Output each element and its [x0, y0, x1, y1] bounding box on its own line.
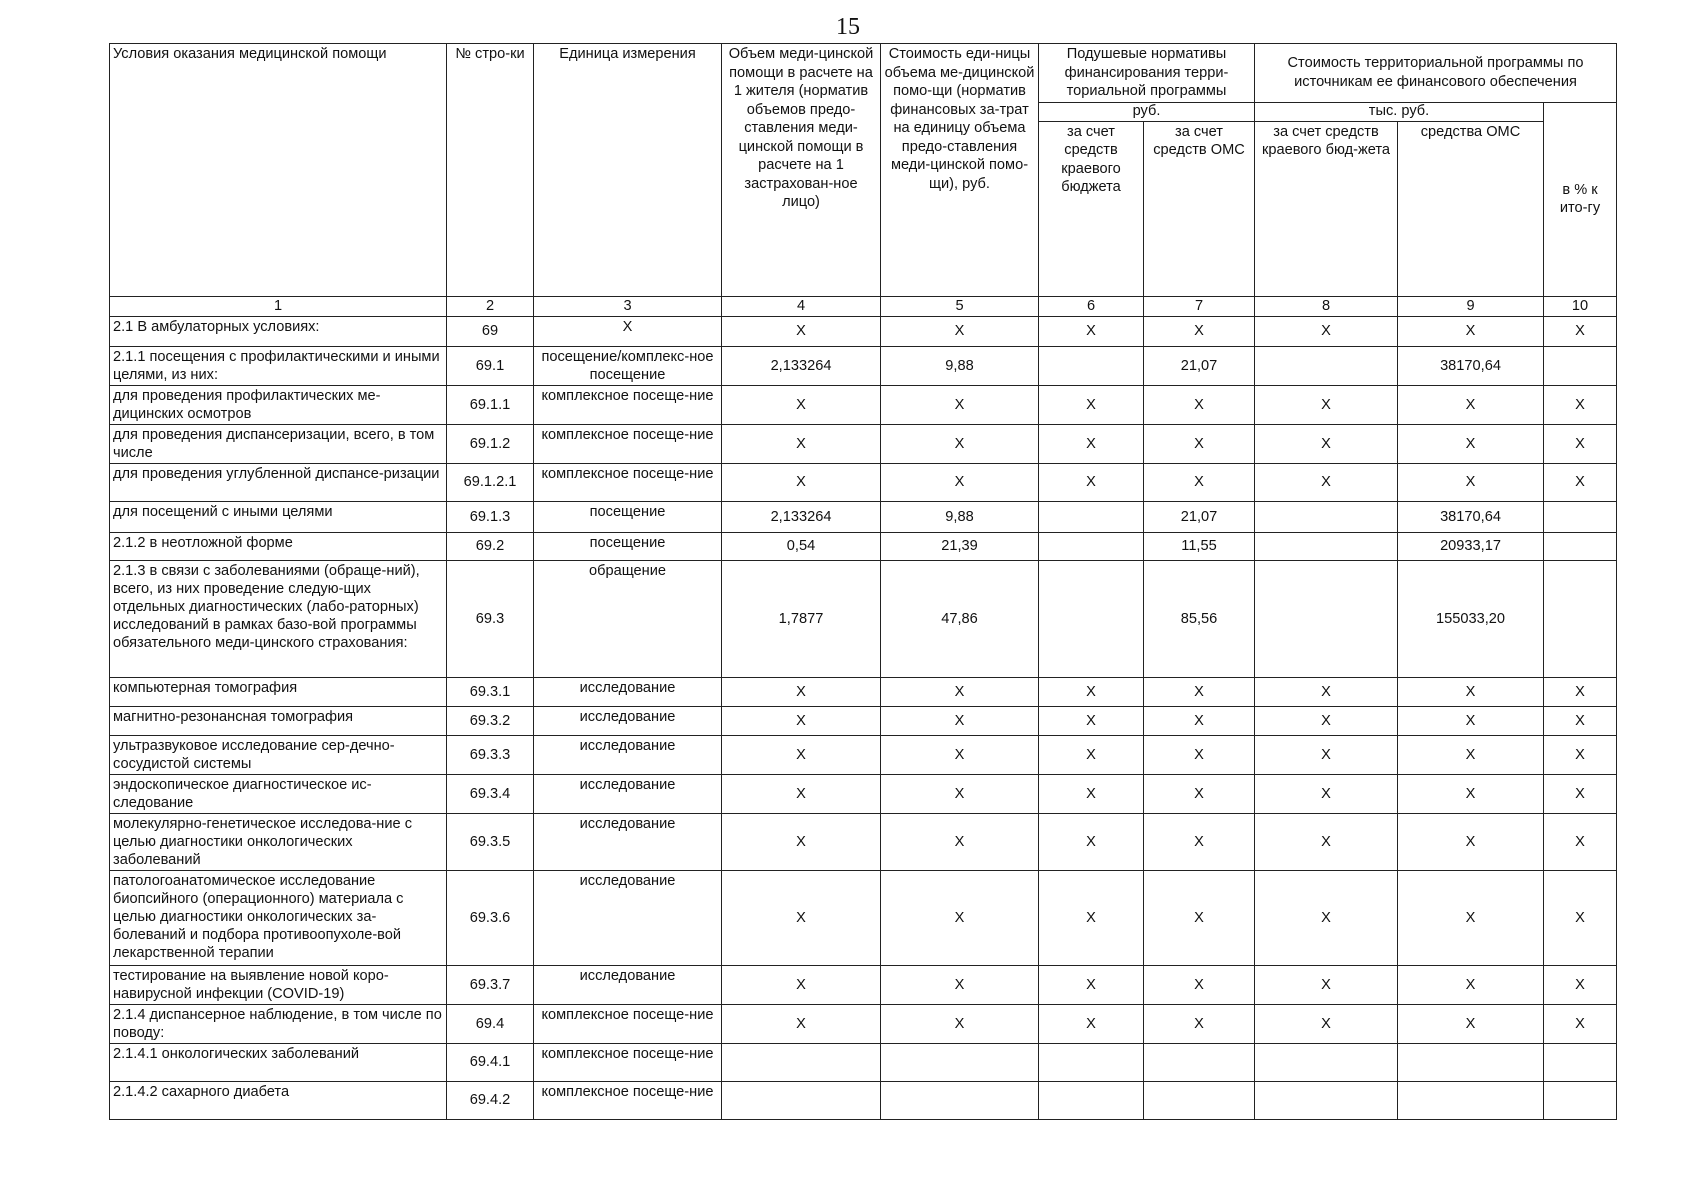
row-unit-cost: X	[881, 385, 1039, 424]
row-unit: комплексное посеще-ние	[534, 463, 722, 501]
row-oms-thousand: X	[1398, 965, 1544, 1004]
page-number: 15	[836, 14, 860, 40]
row-unit-cost: X	[881, 706, 1039, 735]
row-volume: X	[722, 1004, 881, 1043]
row-volume: X	[722, 677, 881, 706]
column-number: 7	[1144, 296, 1255, 316]
table-row	[110, 1043, 1617, 1081]
row-regional-budget-rub: X	[1039, 385, 1144, 424]
row-oms-rub: 11,55	[1144, 532, 1255, 560]
row-percent-of-total: X	[1544, 870, 1617, 965]
header-regional-budget-thousand: за счет средств краевого бюд-жета	[1255, 121, 1398, 296]
row-regional-budget-thousand: X	[1255, 774, 1398, 813]
row-unit-cost: 47,86	[881, 560, 1039, 677]
row-regional-budget-rub: X	[1039, 965, 1144, 1004]
row-unit: посещение/комплекс-ное посещение	[534, 346, 722, 385]
row-oms-rub	[1144, 1043, 1255, 1081]
row-oms-rub: X	[1144, 463, 1255, 501]
column-number: 5	[881, 296, 1039, 316]
row-regional-budget-thousand: X	[1255, 316, 1398, 346]
header-program-cost-group: Стоимость территориальной программы по источникам ее финансового обеспечения	[1255, 44, 1617, 103]
row-regional-budget-thousand: X	[1255, 813, 1398, 870]
row-unit: комплексное посеще-ние	[534, 1004, 722, 1043]
row-condition: для посещений с иными целями	[110, 501, 447, 532]
row-volume	[722, 1043, 881, 1081]
row-volume: X	[722, 706, 881, 735]
row-volume: X	[722, 965, 881, 1004]
row-oms-thousand: X	[1398, 1004, 1544, 1043]
row-line-number: 69.1.3	[447, 501, 534, 532]
row-volume: X	[722, 735, 881, 774]
row-condition: ультразвуковое исследование сер-дечно-сосудистой системы	[110, 735, 447, 774]
row-line-number: 69.1.1	[447, 385, 534, 424]
row-oms-thousand: X	[1398, 706, 1544, 735]
row-percent-of-total: X	[1544, 774, 1617, 813]
row-oms-thousand: X	[1398, 813, 1544, 870]
row-regional-budget-rub: X	[1039, 463, 1144, 501]
row-oms-thousand: X	[1398, 677, 1544, 706]
row-oms-thousand: X	[1398, 463, 1544, 501]
header-volume: Объем меди-цинской помощи в расчете на 1 жителя (норматив объемов предо-ставления меди-цинской помощи в расчете на 1 застрахован-ное лицо)	[722, 44, 881, 297]
row-condition: 2.1.1 посещения с профилактическими и иными целями, из них:	[110, 346, 447, 385]
row-regional-budget-rub: X	[1039, 813, 1144, 870]
row-unit: исследование	[534, 870, 722, 965]
row-unit: посещение	[534, 501, 722, 532]
row-condition: тестирование на выявление новой коро-навирусной инфекции (COVID-19)	[110, 965, 447, 1004]
row-oms-thousand: 155033,20	[1398, 560, 1544, 677]
row-condition: патологоанатомическое исследование биопсийного (операционного) материала с целью диагностики онкологических за-болеваний и подбора противоопухоле-вой лекарственной терапии	[110, 870, 447, 965]
row-volume: X	[722, 774, 881, 813]
row-regional-budget-thousand: X	[1255, 870, 1398, 965]
row-volume: 2,133264	[722, 501, 881, 532]
row-oms-thousand	[1398, 1043, 1544, 1081]
row-line-number: 69.1.2.1	[447, 463, 534, 501]
row-unit: комплексное посеще-ние	[534, 1043, 722, 1081]
row-percent-of-total: X	[1544, 677, 1617, 706]
row-unit: комплексное посеще-ние	[534, 1081, 722, 1119]
table-row	[110, 316, 1617, 346]
row-unit-cost: X	[881, 677, 1039, 706]
row-oms-rub: X	[1144, 316, 1255, 346]
row-regional-budget-thousand: X	[1255, 706, 1398, 735]
row-oms-rub: X	[1144, 706, 1255, 735]
column-number: 2	[447, 296, 534, 316]
row-volume: X	[722, 385, 881, 424]
row-percent-of-total: X	[1544, 385, 1617, 424]
row-volume: X	[722, 316, 881, 346]
row-percent-of-total: X	[1544, 813, 1617, 870]
row-regional-budget-rub: X	[1039, 870, 1144, 965]
table-row	[110, 385, 1617, 424]
row-regional-budget-thousand	[1255, 532, 1398, 560]
row-oms-rub: X	[1144, 870, 1255, 965]
row-regional-budget-thousand	[1255, 560, 1398, 677]
row-unit: обращение	[534, 560, 722, 677]
row-line-number: 69.3	[447, 560, 534, 677]
row-regional-budget-thousand: X	[1255, 463, 1398, 501]
row-regional-budget-rub: X	[1039, 735, 1144, 774]
header-line-number: № стро-ки	[447, 44, 534, 297]
row-unit: исследование	[534, 735, 722, 774]
table-row	[110, 870, 1617, 965]
row-condition: компьютерная томография	[110, 677, 447, 706]
table-body	[110, 316, 1617, 1119]
row-regional-budget-rub	[1039, 560, 1144, 677]
row-oms-rub: X	[1144, 677, 1255, 706]
row-regional-budget-rub	[1039, 532, 1144, 560]
table-row	[110, 774, 1617, 813]
row-oms-rub: X	[1144, 1004, 1255, 1043]
row-unit-cost: X	[881, 316, 1039, 346]
row-regional-budget-thousand: X	[1255, 735, 1398, 774]
row-percent-of-total	[1544, 560, 1617, 677]
table-row	[110, 965, 1617, 1004]
row-unit-cost: X	[881, 870, 1039, 965]
row-oms-rub: X	[1144, 774, 1255, 813]
row-percent-of-total	[1544, 532, 1617, 560]
row-unit: комплексное посеще-ние	[534, 385, 722, 424]
row-line-number: 69	[447, 316, 534, 346]
row-unit: исследование	[534, 965, 722, 1004]
row-condition: 2.1 В амбулаторных условиях:	[110, 316, 447, 346]
row-unit: X	[534, 316, 722, 346]
table-row	[110, 346, 1617, 385]
header-per-capita-group: Подушевые нормативы финансирования терри-ториальной программы	[1039, 44, 1255, 103]
row-line-number: 69.3.5	[447, 813, 534, 870]
table-row	[110, 424, 1617, 463]
row-volume: 1,7877	[722, 560, 881, 677]
table-row	[110, 532, 1617, 560]
row-unit-cost	[881, 1043, 1039, 1081]
row-oms-thousand: X	[1398, 316, 1544, 346]
row-volume: X	[722, 813, 881, 870]
header-unit-rub: руб.	[1039, 102, 1255, 121]
row-percent-of-total: X	[1544, 735, 1617, 774]
row-oms-thousand: X	[1398, 870, 1544, 965]
row-percent-of-total	[1544, 501, 1617, 532]
row-oms-thousand: X	[1398, 735, 1544, 774]
row-line-number: 69.3.7	[447, 965, 534, 1004]
header-unit-cost: Стоимость еди-ницы объема ме-дицинской помо-щи (норматив финансовых за-трат на единицу объема предо-ставления меди-цинской помо-щи), руб.	[881, 44, 1039, 297]
row-regional-budget-thousand: X	[1255, 677, 1398, 706]
row-oms-rub: 21,07	[1144, 501, 1255, 532]
row-regional-budget-thousand	[1255, 1043, 1398, 1081]
header-conditions: Условия оказания медицинской помощи	[110, 44, 447, 297]
row-oms-rub: 85,56	[1144, 560, 1255, 677]
table-row	[110, 501, 1617, 532]
row-unit: исследование	[534, 677, 722, 706]
table-row	[110, 677, 1617, 706]
row-volume: X	[722, 463, 881, 501]
funding-table	[109, 43, 1617, 1120]
row-unit-cost: X	[881, 463, 1039, 501]
row-line-number: 69.3.4	[447, 774, 534, 813]
row-oms-rub	[1144, 1081, 1255, 1119]
row-percent-of-total	[1544, 1043, 1617, 1081]
row-condition: 2.1.4 диспансерное наблюдение, в том числе по поводу:	[110, 1004, 447, 1043]
row-regional-budget-rub: X	[1039, 316, 1144, 346]
header-regional-budget-rub: за счет средств краевого бюджета	[1039, 121, 1144, 296]
table-row	[110, 813, 1617, 870]
column-number-row	[110, 296, 1617, 316]
column-number: 6	[1039, 296, 1144, 316]
row-oms-thousand: X	[1398, 424, 1544, 463]
header-oms-rub: за счет средств ОМС	[1144, 121, 1255, 296]
row-regional-budget-thousand: X	[1255, 424, 1398, 463]
row-oms-rub: X	[1144, 385, 1255, 424]
row-percent-of-total: X	[1544, 1004, 1617, 1043]
column-number: 8	[1255, 296, 1398, 316]
row-line-number: 69.1.2	[447, 424, 534, 463]
row-regional-budget-rub	[1039, 501, 1144, 532]
row-regional-budget-rub: X	[1039, 1004, 1144, 1043]
row-volume: 2,133264	[722, 346, 881, 385]
row-regional-budget-rub	[1039, 346, 1144, 385]
column-number: 1	[110, 296, 447, 316]
row-unit-cost	[881, 1081, 1039, 1119]
row-percent-of-total: X	[1544, 316, 1617, 346]
row-regional-budget-rub	[1039, 1081, 1144, 1119]
row-condition: 2.1.3 в связи с заболеваниями (обраще-ний), всего, из них проведение следую-щих отдельных диагностических (лабо-раторных) исследований в рамках базо-вой программы обязательного меди-цинского страхования:	[110, 560, 447, 677]
row-unit-cost: X	[881, 774, 1039, 813]
row-regional-budget-thousand: X	[1255, 1004, 1398, 1043]
row-unit: исследование	[534, 706, 722, 735]
header-unit: Единица измерения	[534, 44, 722, 297]
row-volume: X	[722, 424, 881, 463]
header-percent-of-total: в % к ито-гу	[1544, 102, 1617, 296]
row-line-number: 69.4.2	[447, 1081, 534, 1119]
row-volume: 0,54	[722, 532, 881, 560]
row-condition: эндоскопическое диагностическое ис-следование	[110, 774, 447, 813]
row-line-number: 69.3.1	[447, 677, 534, 706]
row-unit: посещение	[534, 532, 722, 560]
row-unit-cost: X	[881, 813, 1039, 870]
column-number: 9	[1398, 296, 1544, 316]
header-unit-thousand-rub: тыс. руб.	[1255, 102, 1544, 121]
row-condition: 2.1.4.2 сахарного диабета	[110, 1081, 447, 1119]
row-condition: 2.1.4.1 онкологических заболеваний	[110, 1043, 447, 1081]
row-condition: для проведения профилактических ме-дицинских осмотров	[110, 385, 447, 424]
row-oms-rub: X	[1144, 965, 1255, 1004]
row-regional-budget-rub: X	[1039, 677, 1144, 706]
row-unit: комплексное посеще-ние	[534, 424, 722, 463]
row-percent-of-total: X	[1544, 965, 1617, 1004]
row-condition: магнитно-резонансная томография	[110, 706, 447, 735]
row-unit-cost: 21,39	[881, 532, 1039, 560]
row-oms-rub: X	[1144, 813, 1255, 870]
row-unit-cost: X	[881, 424, 1039, 463]
row-regional-budget-rub: X	[1039, 774, 1144, 813]
row-regional-budget-rub	[1039, 1043, 1144, 1081]
row-line-number: 69.3.3	[447, 735, 534, 774]
row-regional-budget-rub: X	[1039, 706, 1144, 735]
row-unit-cost: 9,88	[881, 501, 1039, 532]
column-number: 4	[722, 296, 881, 316]
row-oms-thousand: X	[1398, 385, 1544, 424]
table-row	[110, 735, 1617, 774]
row-oms-rub: X	[1144, 735, 1255, 774]
table-row	[110, 463, 1617, 501]
row-percent-of-total	[1544, 346, 1617, 385]
row-percent-of-total: X	[1544, 706, 1617, 735]
table-row	[110, 1004, 1617, 1043]
row-regional-budget-thousand: X	[1255, 385, 1398, 424]
row-condition: для проведения углубленной диспансе-ризации	[110, 463, 447, 501]
row-line-number: 69.4.1	[447, 1043, 534, 1081]
row-line-number: 69.3.2	[447, 706, 534, 735]
row-condition: для проведения диспансеризации, всего, в том числе	[110, 424, 447, 463]
column-number: 10	[1544, 296, 1617, 316]
row-percent-of-total: X	[1544, 463, 1617, 501]
row-volume: X	[722, 870, 881, 965]
row-regional-budget-thousand: X	[1255, 965, 1398, 1004]
row-regional-budget-thousand	[1255, 1081, 1398, 1119]
row-line-number: 69.2	[447, 532, 534, 560]
row-unit: исследование	[534, 813, 722, 870]
header-oms-thousand: средства ОМС	[1398, 121, 1544, 296]
row-percent-of-total: X	[1544, 424, 1617, 463]
row-condition: молекулярно-генетическое исследова-ние с целью диагностики онкологических заболеваний	[110, 813, 447, 870]
row-unit-cost: 9,88	[881, 346, 1039, 385]
table-row	[110, 560, 1617, 677]
column-number: 3	[534, 296, 722, 316]
row-oms-rub: X	[1144, 424, 1255, 463]
row-line-number: 69.3.6	[447, 870, 534, 965]
row-line-number: 69.4	[447, 1004, 534, 1043]
row-oms-thousand: 38170,64	[1398, 501, 1544, 532]
row-unit-cost: X	[881, 735, 1039, 774]
row-oms-rub: 21,07	[1144, 346, 1255, 385]
row-oms-thousand: X	[1398, 774, 1544, 813]
row-percent-of-total	[1544, 1081, 1617, 1119]
row-regional-budget-rub: X	[1039, 424, 1144, 463]
row-oms-thousand	[1398, 1081, 1544, 1119]
row-oms-thousand: 20933,17	[1398, 532, 1544, 560]
row-line-number: 69.1	[447, 346, 534, 385]
row-regional-budget-thousand	[1255, 501, 1398, 532]
row-regional-budget-thousand	[1255, 346, 1398, 385]
row-condition: 2.1.2 в неотложной форме	[110, 532, 447, 560]
table-row	[110, 706, 1617, 735]
row-volume	[722, 1081, 881, 1119]
row-unit-cost: X	[881, 1004, 1039, 1043]
row-unit: исследование	[534, 774, 722, 813]
row-unit-cost: X	[881, 965, 1039, 1004]
row-oms-thousand: 38170,64	[1398, 346, 1544, 385]
table-row	[110, 1081, 1617, 1119]
